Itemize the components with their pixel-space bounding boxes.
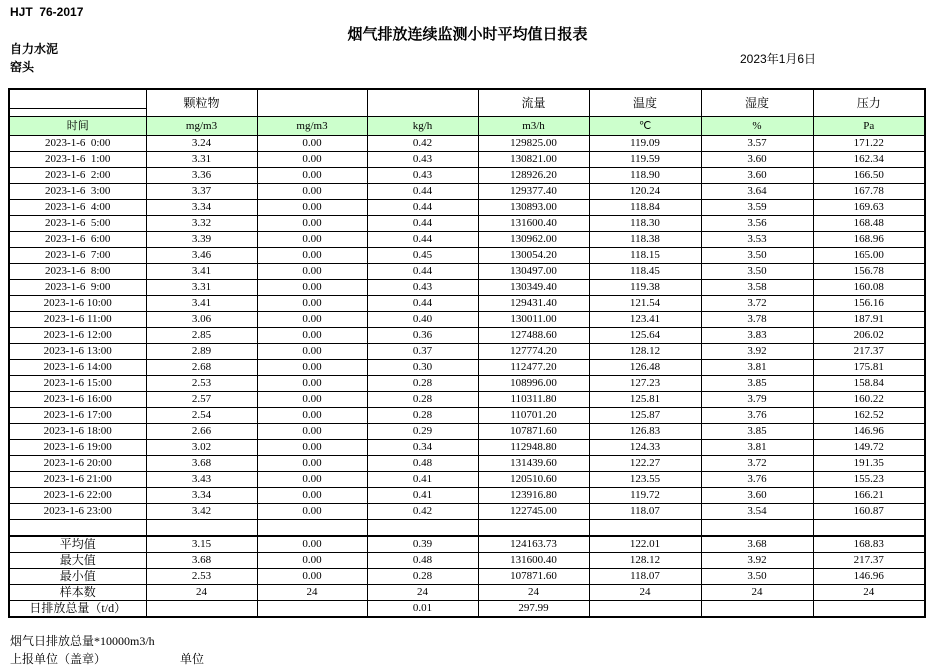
- summary-value-cell: 0.00: [257, 569, 367, 585]
- table-row: [9, 376, 925, 392]
- value-cell: 128926.20: [478, 168, 589, 184]
- value-cell: 0.00: [257, 392, 367, 408]
- value-cell: 118.45: [589, 264, 701, 280]
- unit-header-row: [9, 117, 925, 136]
- value-cell: 162.52: [813, 408, 925, 424]
- value-cell: 3.37: [146, 184, 257, 200]
- value-cell: 0.29: [367, 424, 478, 440]
- empty-cell: [146, 520, 257, 537]
- value-cell: 125.87: [589, 408, 701, 424]
- value-cell: 3.64: [701, 184, 813, 200]
- value-cell: 3.56: [701, 216, 813, 232]
- value-cell: 0.48: [367, 456, 478, 472]
- value-cell: 0.00: [257, 376, 367, 392]
- time-cell: 2023-1-6 1:00: [9, 152, 146, 168]
- value-cell: 110311.80: [478, 392, 589, 408]
- summary-value-cell: 3.50: [701, 569, 813, 585]
- value-cell: 129431.40: [478, 296, 589, 312]
- value-cell: 3.32: [146, 216, 257, 232]
- footer-unit-label: 单位: [180, 652, 205, 666]
- value-cell: 3.50: [701, 248, 813, 264]
- summary-value-cell: [146, 601, 257, 618]
- summary-row: [9, 585, 925, 601]
- empty-cell: [367, 520, 478, 537]
- value-cell: 160.22: [813, 392, 925, 408]
- value-cell: 0.37: [367, 344, 478, 360]
- value-cell: 0.00: [257, 312, 367, 328]
- summary-value-cell: 24: [813, 585, 925, 601]
- value-cell: 0.00: [257, 200, 367, 216]
- value-cell: 166.50: [813, 168, 925, 184]
- value-cell: 0.00: [257, 152, 367, 168]
- value-cell: 130497.00: [478, 264, 589, 280]
- table-row: [9, 424, 925, 440]
- time-cell: 2023-1-6 22:00: [9, 488, 146, 504]
- summary-value-cell: 24: [146, 585, 257, 601]
- value-cell: 0.00: [257, 136, 367, 152]
- value-cell: 3.60: [701, 168, 813, 184]
- report-date: 2023年1月6日: [740, 52, 817, 66]
- value-cell: 0.45: [367, 248, 478, 264]
- value-cell: 3.54: [701, 504, 813, 520]
- header-time-top-cell: [9, 89, 146, 109]
- header-time-bottom-cell: [9, 109, 146, 117]
- value-cell: 0.00: [257, 488, 367, 504]
- table-row: [9, 216, 925, 232]
- summary-label: 最大值: [9, 553, 146, 569]
- time-cell: 2023-1-6 8:00: [9, 264, 146, 280]
- value-cell: 217.37: [813, 344, 925, 360]
- value-cell: 0.30: [367, 360, 478, 376]
- value-cell: 160.08: [813, 280, 925, 296]
- value-cell: 0.00: [257, 456, 367, 472]
- value-cell: 0.28: [367, 376, 478, 392]
- value-cell: 127488.60: [478, 328, 589, 344]
- header-group-temperature: 温度: [589, 89, 701, 117]
- summary-value-cell: 0.01: [367, 601, 478, 618]
- value-cell: 3.46: [146, 248, 257, 264]
- header-group-row: [9, 89, 925, 109]
- station-name: 窑头: [10, 60, 35, 74]
- value-cell: 0.42: [367, 504, 478, 520]
- summary-label: 平均值: [9, 536, 146, 553]
- value-cell: 0.00: [257, 360, 367, 376]
- summary-value-cell: 3.92: [701, 553, 813, 569]
- value-cell: 0.00: [257, 344, 367, 360]
- value-cell: 130893.00: [478, 200, 589, 216]
- header-unit-percent: %: [701, 117, 813, 136]
- value-cell: 0.44: [367, 232, 478, 248]
- value-cell: 0.43: [367, 168, 478, 184]
- value-cell: 0.00: [257, 184, 367, 200]
- value-cell: 107871.60: [478, 424, 589, 440]
- table-row: [9, 264, 925, 280]
- table-row: [9, 408, 925, 424]
- value-cell: 3.02: [146, 440, 257, 456]
- value-cell: 108996.00: [478, 376, 589, 392]
- summary-value-cell: 2.53: [146, 569, 257, 585]
- value-cell: 3.39: [146, 232, 257, 248]
- value-cell: 2.53: [146, 376, 257, 392]
- value-cell: 126.48: [589, 360, 701, 376]
- value-cell: 206.02: [813, 328, 925, 344]
- table-row: [9, 360, 925, 376]
- value-cell: 0.44: [367, 216, 478, 232]
- value-cell: 166.21: [813, 488, 925, 504]
- value-cell: 3.42: [146, 504, 257, 520]
- summary-row: [9, 569, 925, 585]
- table-row: [9, 296, 925, 312]
- value-cell: 3.36: [146, 168, 257, 184]
- header-unit-mgm3: mg/m3: [257, 117, 367, 136]
- summary-value-cell: 24: [589, 585, 701, 601]
- value-cell: 168.96: [813, 232, 925, 248]
- header-group-pressure: 压力: [813, 89, 925, 117]
- value-cell: 126.83: [589, 424, 701, 440]
- value-cell: 122745.00: [478, 504, 589, 520]
- value-cell: 175.81: [813, 360, 925, 376]
- summary-value-cell: 128.12: [589, 553, 701, 569]
- summary-value-cell: 0.00: [257, 553, 367, 569]
- value-cell: 3.60: [701, 152, 813, 168]
- header-group-particulate: 颗粒物: [146, 89, 257, 117]
- time-cell: 2023-1-6 0:00: [9, 136, 146, 152]
- value-cell: 120510.60: [478, 472, 589, 488]
- summary-value-cell: 122.01: [589, 536, 701, 553]
- time-cell: 2023-1-6 10:00: [9, 296, 146, 312]
- table-row: [9, 280, 925, 296]
- empty-cell: [701, 520, 813, 537]
- value-cell: 2.85: [146, 328, 257, 344]
- summary-value-cell: 3.68: [701, 536, 813, 553]
- table-row: [9, 440, 925, 456]
- summary-value-cell: 131600.40: [478, 553, 589, 569]
- value-cell: 0.34: [367, 440, 478, 456]
- value-cell: 131600.40: [478, 216, 589, 232]
- value-cell: 0.00: [257, 440, 367, 456]
- value-cell: 2.66: [146, 424, 257, 440]
- value-cell: 3.85: [701, 424, 813, 440]
- value-cell: 3.81: [701, 440, 813, 456]
- header-unit-pm-mgm3: mg/m3: [146, 117, 257, 136]
- value-cell: 118.15: [589, 248, 701, 264]
- summary-value-cell: 3.68: [146, 553, 257, 569]
- header-unit-celsius: ℃: [589, 117, 701, 136]
- value-cell: 130349.40: [478, 280, 589, 296]
- value-cell: 3.76: [701, 472, 813, 488]
- summary-value-cell: 217.37: [813, 553, 925, 569]
- value-cell: 3.34: [146, 200, 257, 216]
- summary-value-cell: [257, 601, 367, 618]
- value-cell: 191.35: [813, 456, 925, 472]
- value-cell: 0.41: [367, 488, 478, 504]
- header-time-label: 时间: [9, 117, 146, 136]
- time-cell: 2023-1-6 6:00: [9, 232, 146, 248]
- value-cell: 112948.80: [478, 440, 589, 456]
- time-cell: 2023-1-6 12:00: [9, 328, 146, 344]
- value-cell: 156.78: [813, 264, 925, 280]
- summary-value-cell: 124163.73: [478, 536, 589, 553]
- doc-code: HJT 76-2017: [10, 5, 84, 19]
- value-cell: 3.06: [146, 312, 257, 328]
- value-cell: 112477.20: [478, 360, 589, 376]
- value-cell: 3.59: [701, 200, 813, 216]
- value-cell: 124.33: [589, 440, 701, 456]
- value-cell: 118.07: [589, 504, 701, 520]
- value-cell: 0.43: [367, 152, 478, 168]
- value-cell: 123916.80: [478, 488, 589, 504]
- value-cell: 127.23: [589, 376, 701, 392]
- value-cell: 0.00: [257, 328, 367, 344]
- value-cell: 3.68: [146, 456, 257, 472]
- value-cell: 0.41: [367, 472, 478, 488]
- summary-value-cell: 24: [701, 585, 813, 601]
- table-row: [9, 184, 925, 200]
- value-cell: 3.41: [146, 296, 257, 312]
- value-cell: 0.44: [367, 200, 478, 216]
- value-cell: 3.58: [701, 280, 813, 296]
- time-cell: 2023-1-6 5:00: [9, 216, 146, 232]
- value-cell: 0.00: [257, 296, 367, 312]
- value-cell: 129377.40: [478, 184, 589, 200]
- table-row: [9, 472, 925, 488]
- value-cell: 0.28: [367, 392, 478, 408]
- time-cell: 2023-1-6 9:00: [9, 280, 146, 296]
- value-cell: 2.54: [146, 408, 257, 424]
- value-cell: 3.53: [701, 232, 813, 248]
- empty-cell: [257, 520, 367, 537]
- value-cell: 3.43: [146, 472, 257, 488]
- value-cell: 122.27: [589, 456, 701, 472]
- header-group-humidity: 湿度: [701, 89, 813, 117]
- summary-value-cell: 0.39: [367, 536, 478, 553]
- value-cell: 129825.00: [478, 136, 589, 152]
- header-group-empty-2: [367, 89, 478, 117]
- time-cell: 2023-1-6 23:00: [9, 504, 146, 520]
- time-cell: 2023-1-6 18:00: [9, 424, 146, 440]
- summary-value-cell: 0.28: [367, 569, 478, 585]
- summary-value-cell: 118.07: [589, 569, 701, 585]
- time-cell: 2023-1-6 15:00: [9, 376, 146, 392]
- value-cell: 3.83: [701, 328, 813, 344]
- value-cell: 0.00: [257, 248, 367, 264]
- value-cell: 125.64: [589, 328, 701, 344]
- value-cell: 162.34: [813, 152, 925, 168]
- value-cell: 130962.00: [478, 232, 589, 248]
- value-cell: 0.00: [257, 408, 367, 424]
- summary-value-cell: 168.83: [813, 536, 925, 553]
- value-cell: 0.44: [367, 296, 478, 312]
- header-unit-pa: Pa: [813, 117, 925, 136]
- table-row: [9, 344, 925, 360]
- value-cell: 0.00: [257, 504, 367, 520]
- table-row: [9, 232, 925, 248]
- table-row: [9, 136, 925, 152]
- value-cell: 156.16: [813, 296, 925, 312]
- company-name: 自力水泥: [10, 42, 59, 56]
- summary-value-cell: 3.15: [146, 536, 257, 553]
- value-cell: 128.12: [589, 344, 701, 360]
- table-row: [9, 312, 925, 328]
- value-cell: 118.90: [589, 168, 701, 184]
- value-cell: 158.84: [813, 376, 925, 392]
- value-cell: 123.55: [589, 472, 701, 488]
- value-cell: 120.24: [589, 184, 701, 200]
- value-cell: 155.23: [813, 472, 925, 488]
- value-cell: 0.43: [367, 280, 478, 296]
- time-cell: 2023-1-6 19:00: [9, 440, 146, 456]
- empty-cell: [813, 520, 925, 537]
- time-cell: 2023-1-6 4:00: [9, 200, 146, 216]
- value-cell: 3.85: [701, 376, 813, 392]
- header-unit-m3h: m3/h: [478, 117, 589, 136]
- summary-label: 样本数: [9, 585, 146, 601]
- footer-note: 烟气日排放总量*10000m3/h: [10, 634, 155, 648]
- table-row: [9, 328, 925, 344]
- time-cell: 2023-1-6 11:00: [9, 312, 146, 328]
- value-cell: 125.81: [589, 392, 701, 408]
- value-cell: 3.31: [146, 152, 257, 168]
- summary-value-cell: [701, 601, 813, 618]
- table-row: [9, 152, 925, 168]
- header-unit-kgh: kg/h: [367, 117, 478, 136]
- time-cell: 2023-1-6 14:00: [9, 360, 146, 376]
- value-cell: 168.48: [813, 216, 925, 232]
- table-row: [9, 456, 925, 472]
- value-cell: 123.41: [589, 312, 701, 328]
- time-cell: 2023-1-6 17:00: [9, 408, 146, 424]
- summary-value-cell: [589, 601, 701, 618]
- value-cell: 118.38: [589, 232, 701, 248]
- value-cell: 130821.00: [478, 152, 589, 168]
- summary-value-cell: 0.00: [257, 536, 367, 553]
- value-cell: 167.78: [813, 184, 925, 200]
- table-row: [9, 248, 925, 264]
- value-cell: 0.00: [257, 232, 367, 248]
- value-cell: 0.40: [367, 312, 478, 328]
- value-cell: 3.92: [701, 344, 813, 360]
- value-cell: 0.00: [257, 472, 367, 488]
- value-cell: 118.84: [589, 200, 701, 216]
- value-cell: 187.91: [813, 312, 925, 328]
- value-cell: 0.00: [257, 280, 367, 296]
- value-cell: 165.00: [813, 248, 925, 264]
- empty-cell: [478, 520, 589, 537]
- empty-cell: [9, 520, 146, 537]
- value-cell: 3.34: [146, 488, 257, 504]
- value-cell: 0.44: [367, 184, 478, 200]
- value-cell: 169.63: [813, 200, 925, 216]
- summary-value-cell: 24: [257, 585, 367, 601]
- value-cell: 118.30: [589, 216, 701, 232]
- value-cell: 130011.00: [478, 312, 589, 328]
- time-cell: 2023-1-6 16:00: [9, 392, 146, 408]
- value-cell: 3.76: [701, 408, 813, 424]
- time-cell: 2023-1-6 21:00: [9, 472, 146, 488]
- value-cell: 3.72: [701, 296, 813, 312]
- value-cell: 3.79: [701, 392, 813, 408]
- value-cell: 0.42: [367, 136, 478, 152]
- time-cell: 2023-1-6 2:00: [9, 168, 146, 184]
- value-cell: 131439.60: [478, 456, 589, 472]
- summary-value-cell: 146.96: [813, 569, 925, 585]
- value-cell: 149.72: [813, 440, 925, 456]
- value-cell: 119.38: [589, 280, 701, 296]
- value-cell: 119.59: [589, 152, 701, 168]
- value-cell: 2.57: [146, 392, 257, 408]
- summary-label: 日排放总量（t/d）: [9, 601, 146, 618]
- value-cell: 146.96: [813, 424, 925, 440]
- value-cell: 0.36: [367, 328, 478, 344]
- table-row: [9, 504, 925, 520]
- time-cell: 2023-1-6 3:00: [9, 184, 146, 200]
- value-cell: 3.24: [146, 136, 257, 152]
- empty-cell: [589, 520, 701, 537]
- empty-spacer-row: [9, 520, 925, 537]
- value-cell: 110701.20: [478, 408, 589, 424]
- summary-value-cell: 297.99: [478, 601, 589, 618]
- value-cell: 3.81: [701, 360, 813, 376]
- value-cell: 0.00: [257, 168, 367, 184]
- value-cell: 3.78: [701, 312, 813, 328]
- value-cell: 160.87: [813, 504, 925, 520]
- value-cell: 3.72: [701, 456, 813, 472]
- time-cell: 2023-1-6 20:00: [9, 456, 146, 472]
- value-cell: 119.09: [589, 136, 701, 152]
- value-cell: 3.31: [146, 280, 257, 296]
- header-group-empty-1: [257, 89, 367, 117]
- value-cell: 0.28: [367, 408, 478, 424]
- header-group-flow: 流量: [478, 89, 589, 117]
- value-cell: 0.00: [257, 216, 367, 232]
- value-cell: 127774.20: [478, 344, 589, 360]
- value-cell: 119.72: [589, 488, 701, 504]
- summary-value-cell: 107871.60: [478, 569, 589, 585]
- report-table: [8, 88, 926, 618]
- summary-value-cell: [813, 601, 925, 618]
- value-cell: 2.68: [146, 360, 257, 376]
- value-cell: 3.50: [701, 264, 813, 280]
- summary-label: 最小值: [9, 569, 146, 585]
- time-cell: 2023-1-6 7:00: [9, 248, 146, 264]
- summary-value-cell: 24: [367, 585, 478, 601]
- value-cell: 2.89: [146, 344, 257, 360]
- summary-value-cell: 24: [478, 585, 589, 601]
- value-cell: 0.44: [367, 264, 478, 280]
- value-cell: 0.00: [257, 424, 367, 440]
- table-row: [9, 200, 925, 216]
- time-cell: 2023-1-6 13:00: [9, 344, 146, 360]
- value-cell: 121.54: [589, 296, 701, 312]
- footer-report-unit-label: 上报单位（盖章）: [10, 652, 107, 666]
- value-cell: 0.00: [257, 264, 367, 280]
- table-row: [9, 168, 925, 184]
- summary-row: [9, 536, 925, 553]
- summary-value-cell: 0.48: [367, 553, 478, 569]
- summary-row: [9, 553, 925, 569]
- value-cell: 3.60: [701, 488, 813, 504]
- table-row: [9, 392, 925, 408]
- page-title: 烟气排放连续监测小时平均值日报表: [347, 26, 588, 43]
- value-cell: 171.22: [813, 136, 925, 152]
- summary-row: [9, 601, 925, 618]
- value-cell: 3.41: [146, 264, 257, 280]
- value-cell: 130054.20: [478, 248, 589, 264]
- value-cell: 3.57: [701, 136, 813, 152]
- table-row: [9, 488, 925, 504]
